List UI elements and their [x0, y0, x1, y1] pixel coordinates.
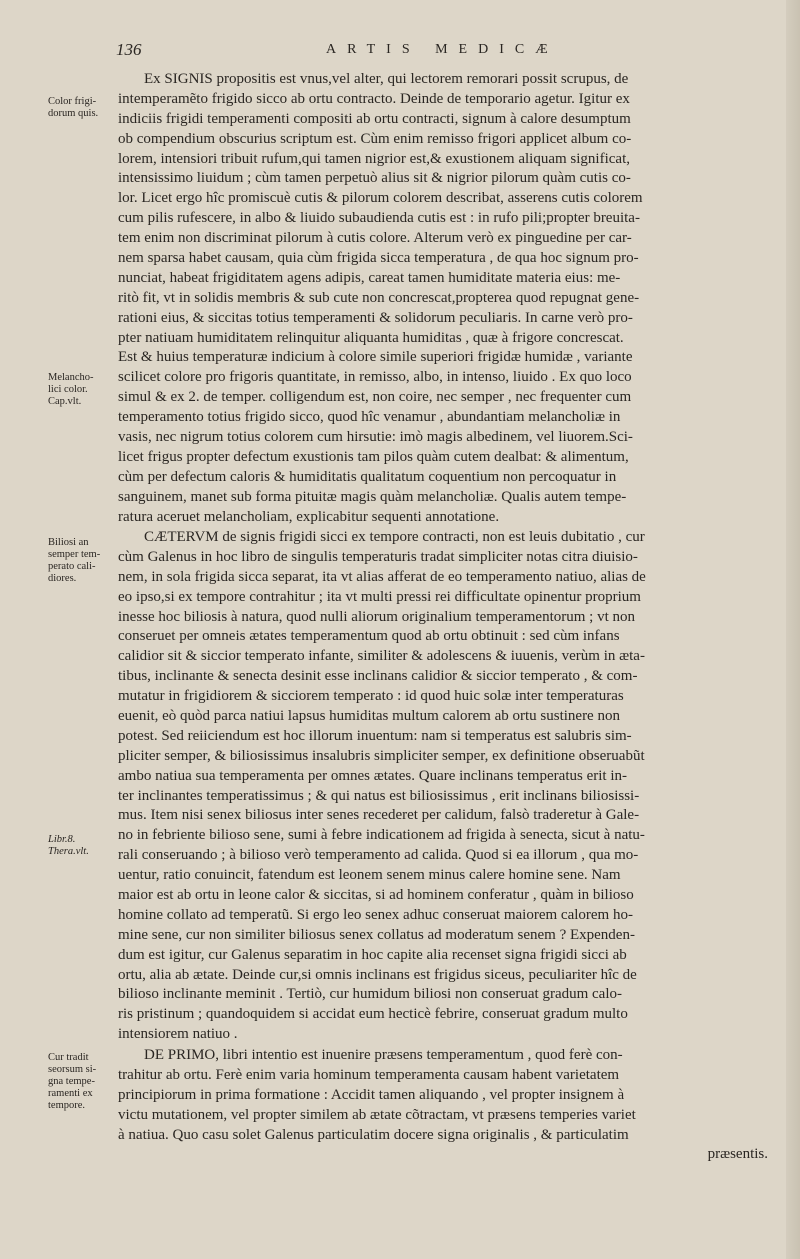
text-line: mine sene, cur non similiter biliosus senex collatus ad moderatum senem ? Expenden-	[118, 926, 635, 943]
text-line: principiorum in prima formatione : Accidit tamen aliquando , vel propter insignem à	[118, 1086, 625, 1103]
text-line: simul & ex 2. de temper. colligendum est, non coire, nec semper , nec frequenter cum	[118, 389, 632, 406]
text-line: à natiua. Quo casu solet Galenus particulatim docere signa originalis , & particulatim	[118, 1126, 629, 1143]
text-line: potest. Sed reiiciendum est hoc illorum inuentum: nam si temperatus est salubris sim-	[118, 727, 632, 744]
page-header	[116, 40, 761, 66]
running-title: ARTIS MEDICÆ	[326, 42, 559, 57]
margin-note-biliosi: Biliosi an semper tem- perato cali- diores.	[48, 537, 101, 584]
text-line: tem enim non discriminat pilorum à cutis colore. Alterum verò ex pinguedine per car-	[118, 230, 632, 247]
paragraph-caeterum	[118, 528, 768, 1045]
paragraph-de-primo	[118, 1046, 768, 1165]
text-line: mus. Item nisi senex biliosus inter senes recederet per calidum, falsò traderetur à Gale-	[118, 807, 640, 824]
text-line: eo ipso,si ex tempore contrahitur ; ita vt multi pressi rei difficultate opinentur proprium	[118, 588, 641, 605]
text-line: tibus, inclinante & senecta desinit esse inclinans calidior & siccior temperato , & com-	[118, 668, 638, 685]
margin-note-libr-8: Libr.8. Thera.vlt.	[48, 834, 89, 857]
text-line: intemperamẽto frigido sicco ab ortu contracto. Deinde de temporario agetur. Igitur ex	[118, 90, 630, 107]
text-line: cùm Galenus in hoc libro de singulis temperaturis tradat simpliciter notas citra diuisio-	[118, 548, 638, 565]
text-line: cum pilis rufescere, in albo & liuido subaudienda cutis est : in rufo pili;propter breuita-	[118, 210, 640, 227]
page-edge	[786, 0, 800, 1259]
text-line: vasis, nec nigrum totius colorem cum hirsutie: imò magis albedinem, vel liuorem.Sci-	[118, 429, 633, 446]
text-line: pliciter semper, & biliosissimus insalubris simpliciter semper, ex definitione obseruabũt	[118, 747, 645, 764]
page-number: 136	[116, 40, 142, 59]
text-line: ratura aceruet melancholiam, explicabitur sequenti annotatione.	[118, 508, 500, 525]
text-line: Ex SIGNIS propositis est vnus,vel alter, qui lectorem remorari possit scrupus, de	[144, 71, 629, 87]
text-line: Est & huius temperaturæ indicium à colore simile superiori frigidæ humidæ , variante	[118, 349, 633, 366]
paragraph-ex-signis	[118, 70, 768, 527]
text-line: rationi eius, & siccitas totius temperamenti & solidorum peculiaris. In carne verò pro-	[118, 309, 633, 326]
text-line: euenit, eò quòd parca natiui lapsus humiditas multum calorem ab ortu sustinere non	[118, 708, 620, 725]
text-line: maior est ab ortu in leone calor & siccitas, si ad hominem conferatur , quàm in bilioso	[118, 887, 634, 904]
text-line: ritò fit, vt in solidis membris & sub cute non concrescat,propterea quod repugnat gene-	[118, 289, 640, 306]
text-line: bilioso inclinante meminit . Tertiò, cur humidum biliosi non conseruat gradum calo-	[118, 986, 622, 1003]
text-line: licet frigus propter defectum exustionis tam pilos quàm cutem dealbat: & alimentum,	[118, 448, 629, 465]
text-line: ambo natiua sua temperamenta per omnes ætates. Quare inclinans temperatus erit in-	[118, 767, 627, 784]
text-line: CÆTERVM de signis frigidi sicci ex tempore contracti, non est leuis dubitatio , cur	[144, 529, 645, 545]
text-line: ortu, alia ab ætate. Deinde cur,si omnis inclinans est frigidus siceus, peculiariter hîc de	[118, 966, 637, 983]
text-line: inesse hoc biliosis à natura, quod nulli aliorum originalium temperamentorum ; vt non	[118, 608, 635, 625]
text-line: victu mutationem, vel propter similem ab ætate cõtractam, vt præsens temperies variet	[118, 1106, 636, 1123]
text-line: nem, in sola frigida sicca separat, ita vt alias afferat de eo temperamento natiuo, alias de	[118, 568, 646, 585]
text-line: ter inclinantes temperatissimus ; & qui natus est biliosissimus , erit inclinans biliosissi-	[118, 787, 640, 804]
text-line: nunciat, habeat frigiditatem agens adipis, careat tamen humiditate materia eius: me-	[118, 269, 621, 286]
text-line: trahitur ab ortu. Ferè enim varia hominum temperamenta causam habent varietatem	[118, 1066, 620, 1083]
text-line: DE PRIMO, libri intentio est inuenire præsens temperamentum , quod ferè con-	[144, 1047, 623, 1063]
text-line: conseruet per omneis ætates temperamentum quod ab ortu obtinuit : sed cùm infans	[118, 628, 620, 645]
text-line: ris pristinum ; quandoquidem si accidat eum hecticè febrire, conseruat gradum multo	[118, 1006, 628, 1023]
margin-note-color-frigidorum: Color frigi- dorum quis.	[48, 96, 99, 119]
text-line: præsentis.	[707, 1146, 768, 1163]
text-line: mutatur in frigidiorem & sicciorem temperato : id quod huic solæ inter temperaturas	[118, 688, 624, 705]
text-line: pter natiuam humiditatem relinquitur aliquanta humiditas , quæ à frigore concrescat.	[118, 329, 624, 346]
text-line: sanguinem, manet sub forma pituitæ magis quàm melancholiæ. Qualis autem tempe-	[118, 488, 627, 505]
text-line: nem sparsa habet causam, quia cùm frigida sicca temperatura , de qua hoc signum pro-	[118, 250, 639, 267]
text-line: uentur, ratio conuincit, fatendum est leonem senem minus calere homine sene. Nam	[118, 867, 621, 884]
text-line: rali conseruando ; à bilioso verò temperamento ad calida. Quod si ea illorum , qua mo-	[118, 847, 639, 864]
text-line: cùm per defectum caloris & humiditatis qualitatum coquentium non percoquatur in	[118, 468, 617, 485]
margin-note-melancholici-color: Melancho- lici color. Cap.vlt.	[48, 372, 94, 407]
text-line: calidior sit & siccior temperato infante, similiter & adolescens & iuuenis, verùm in æta-	[118, 648, 645, 665]
text-line: no in febriente bilioso sene, sumi à febre indicationem ad frigida à senecta, sicut à natu-	[118, 827, 645, 844]
text-line: intensiorem natiuo .	[118, 1026, 238, 1043]
text-line: lorem, intensiori tribuit rufum,qui tamen nigrior est,& exustionem aliquam significat,	[118, 150, 630, 167]
text-line: homine collato ad temperatũ. Si ergo leo senex adhuc conseruat maiorem calorem ho-	[118, 906, 633, 923]
text-line: ob compendium obscurius scriptum est. Cùm enim remisso frigori applicet album co-	[118, 130, 632, 147]
text-line: temperamento totius frigido sicco, quod hîc venamur , abundantiam melancholiæ in	[118, 409, 621, 426]
text-line: lor. Licet ergo hîc promiscuè cutis & pilorum colorem describat, asserens cutis colorem	[118, 190, 643, 207]
text-line: dum est igitur, cur Galenus separatim in hoc capite alia recenset signa frigidi sicci ab	[118, 946, 627, 963]
text-line: indiciis frigidi temperamenti compositi ab ortu contracti, signum à calore desumptum	[118, 110, 631, 127]
text-line: intensissimo liuidum ; cùm tamen perpetuò alius sit & nigrior pilorum quàm cutis co-	[118, 170, 631, 187]
margin-note-cur-tradit: Cur tradit seorsum si- gna tempe- ramenti ex tempore.	[48, 1052, 97, 1111]
text-line: scilicet colore pro frigoris quantitate, in remisso, albo, in intenso, liuido . Ex quo loco	[118, 369, 632, 386]
